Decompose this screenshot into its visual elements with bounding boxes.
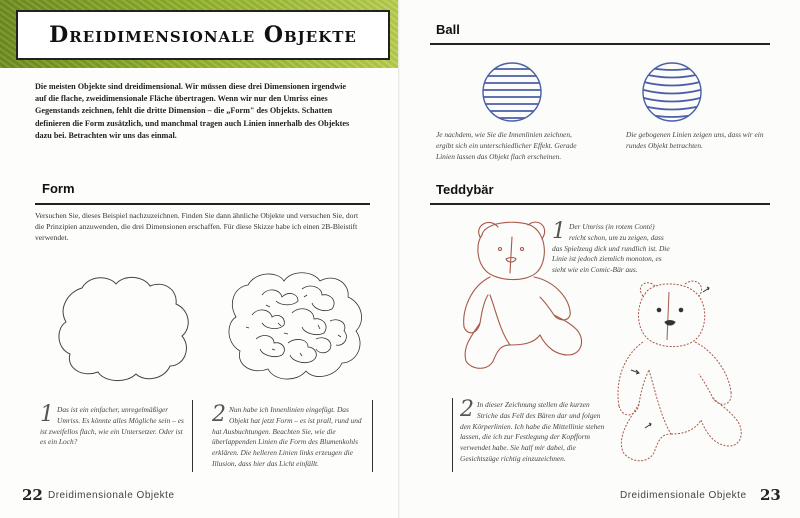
teddy-caption-2-text: In dieser Zeichnung stellen die kurzen Striche das Fell des Bären dar und folgen den Körperlinien. Ich habe die Mittellinie stehen lassen, die ich zur Festlegung der Kopfform verwendet habe. Sie half mir dabei, die Gesichtszüge richtig einzuzeichnen. — [460, 400, 605, 463]
right-page — [400, 0, 800, 518]
cauliflower-sketch — [222, 265, 372, 395]
teddy-caption-1-number: 1 — [552, 219, 566, 244]
page-number-right: 23 — [760, 486, 781, 504]
ball-rule — [430, 43, 770, 45]
page-number-left: 22 — [22, 486, 43, 504]
ball-caption-2: Die gebogenen Linien zeigen uns, dass wir ein rundes Objekt betrachten. — [626, 130, 764, 150]
footer-title-left: Dreidimensionale Objekte — [48, 490, 175, 501]
caption-1-number: 1 — [40, 402, 54, 427]
teddy-heading: Teddybär — [436, 182, 494, 197]
ball-heading: Ball — [436, 22, 460, 37]
teddy-caption-divider — [452, 398, 453, 472]
caption-2-number: 2 — [212, 402, 226, 427]
teddy-caption-1 — [552, 219, 672, 276]
caption-divider-left — [192, 400, 193, 472]
teddy-caption-1-text: Der Umriss (in rotem Conté) reicht schon, um zu zeigen, dass das Spielzeug dick und rundlich ist. Die Linie ist jedoch ziemlich monoton, es sieht wie ein Comic-Bär aus. — [552, 222, 670, 275]
ball-caption-1: Je nachdem, wie Sie die Innenlinien zeichnen, ergibt sich ein unterschiedlicher Effekt. Gerade Linien lassen das Objekt flach erscheinen. — [436, 130, 577, 161]
footer-title-right: Dreidimensionale Objekte — [620, 490, 747, 501]
ball-straight-lines — [480, 60, 544, 124]
teddy-rule — [430, 203, 770, 205]
caption-divider-right — [372, 400, 373, 472]
form-heading: Form — [42, 181, 75, 196]
title-box — [16, 10, 390, 60]
teddy-caption-2-number: 2 — [460, 397, 474, 422]
outline-sketch — [52, 270, 202, 390]
teddy-caption-2 — [460, 397, 608, 465]
form-text: Versuchen Sie, dieses Beispiel nachzuzeichnen. Finden Sie dann ähnliche Objekte und versuchen Sie, dort die Prinzipien anzuwenden, die drei Dimensionen erschaffen. Für diese Skizze habe ich einen 2B-Bleistift verwendet. — [35, 211, 359, 242]
form-rule — [35, 203, 370, 205]
intro-paragraph: Die meisten Objekte sind dreidimensional. Wir müssen diese drei Dimensionen irgendwie auf die flache, zweidimensionale Fläche übertragen. Wenn wir nur den Umriss eines Gegenstands zeichnen, fehlt die dritte Dimension – die „Form" des Objekts. Schatten definieren die Form zusätzlich, und manchmal tragen auch Linien innerhalb des Objektes dazu bei. Betrachten wir uns das einmal. — [35, 82, 350, 140]
ball-curved-lines — [640, 60, 704, 124]
title-banner — [0, 0, 400, 68]
caption-2 — [212, 402, 367, 470]
teddy-fur-sketch — [605, 278, 745, 468]
caption-1 — [40, 402, 188, 448]
page-title: Dreidimensionale Objekte — [49, 22, 357, 48]
caption-1-text: Das ist ein einfacher, unregelmäßiger Umriss. Es könnte alles Mögliche sein – es ist zweifellos flach, wie ein Untersetzer. Oder ist es ein Loch? — [40, 405, 184, 447]
caption-2-text: Nun habe ich Innenlinien eingefügt. Das Objekt hat jetzt Form – es ist prall, rund und hat Ausbuchtungen. Beachten Sie, wie die überlappenden Linien die Form des Blumenkohls erklären. Die helleren Linien links erzeugen die Illusion, dass hier das Licht einfällt. — [212, 405, 362, 468]
